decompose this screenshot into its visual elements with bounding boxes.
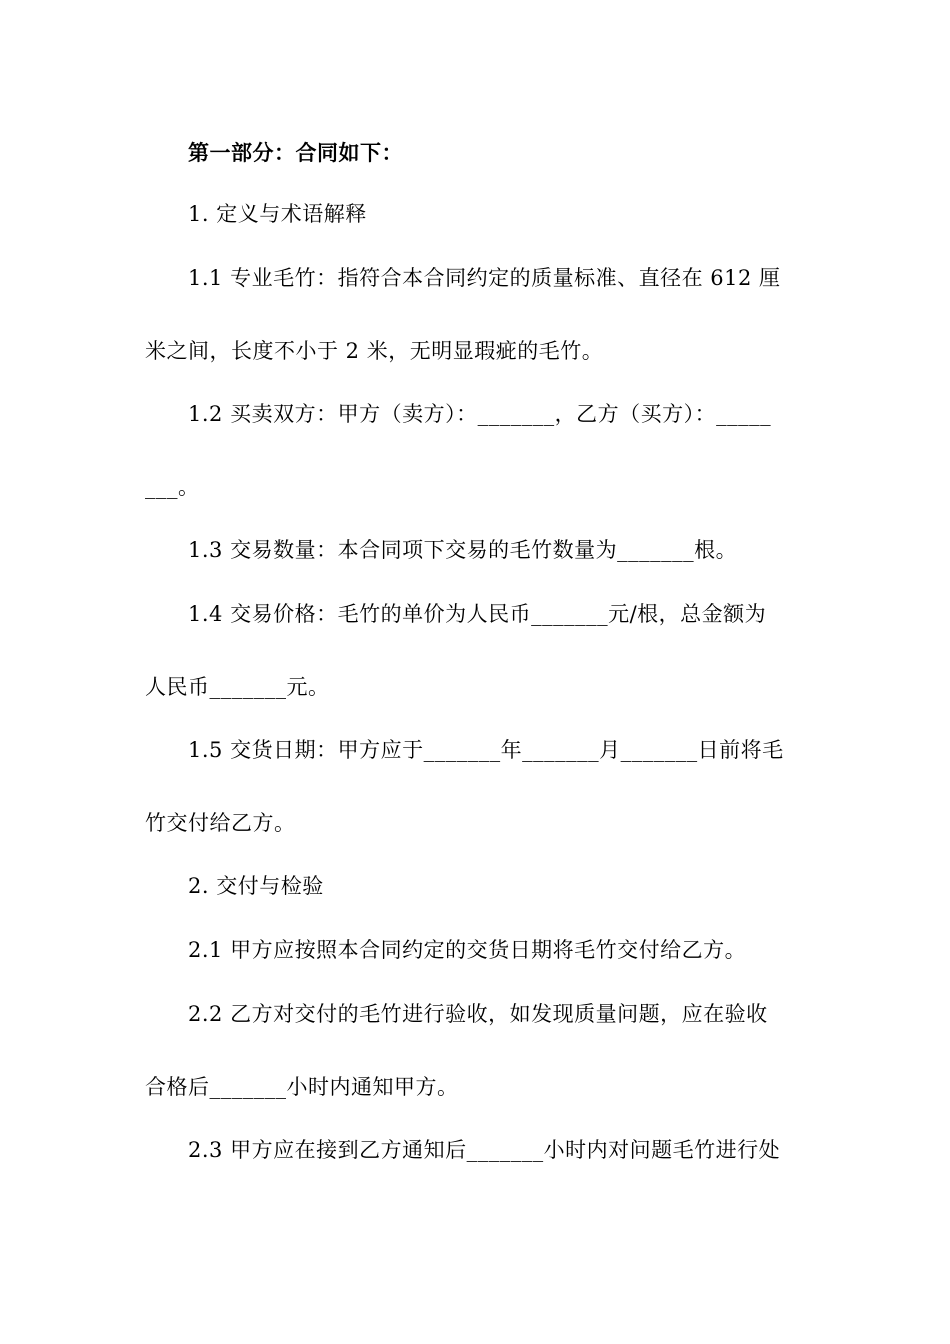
clause-1-5-line-1: 1.5 交货日期：甲方应于_______年_______月_______日前将毛 [188, 738, 784, 762]
clause-1-1-line-1: 1.1 专业毛竹：指符合本合同约定的质量标准、直径在 612 厘 [188, 266, 781, 290]
section-heading: 第一部分：合同如下： [188, 140, 403, 165]
clause-title-delivery: 2. 交付与检验 [188, 874, 324, 898]
clause-title-definitions: 1. 定义与术语解释 [188, 202, 367, 226]
clause-2-1: 2.1 甲方应按照本合同约定的交货日期将毛竹交付给乙方。 [188, 938, 747, 962]
clause-2-2-line-1: 2.2 乙方对交付的毛竹进行验收，如发现质量问题，应在验收 [188, 1002, 768, 1026]
clause-1-3: 1.3 交易数量：本合同项下交易的毛竹数量为_______根。 [188, 538, 738, 562]
clause-1-5-line-2: 竹交付给乙方。 [145, 811, 296, 835]
clause-1-1-line-2: 米之间，长度不小于 2 米，无明显瑕疵的毛竹。 [145, 339, 604, 363]
clause-1-2-line-2: ___。 [145, 475, 200, 499]
clause-2-3-line-1: 2.3 甲方应在接到乙方通知后_______小时内对问题毛竹进行处 [188, 1138, 781, 1162]
clause-1-2-line-1: 1.2 买卖双方：甲方（卖方）：_______，乙方（买方）：_____ [188, 402, 772, 426]
clause-1-4-line-2: 人民币_______元。 [145, 675, 330, 699]
clause-1-4-line-1: 1.4 交易价格：毛竹的单价为人民币_______元/根，总金额为 [188, 602, 767, 626]
clause-2-2-line-2: 合格后_______小时内通知甲方。 [145, 1075, 459, 1099]
